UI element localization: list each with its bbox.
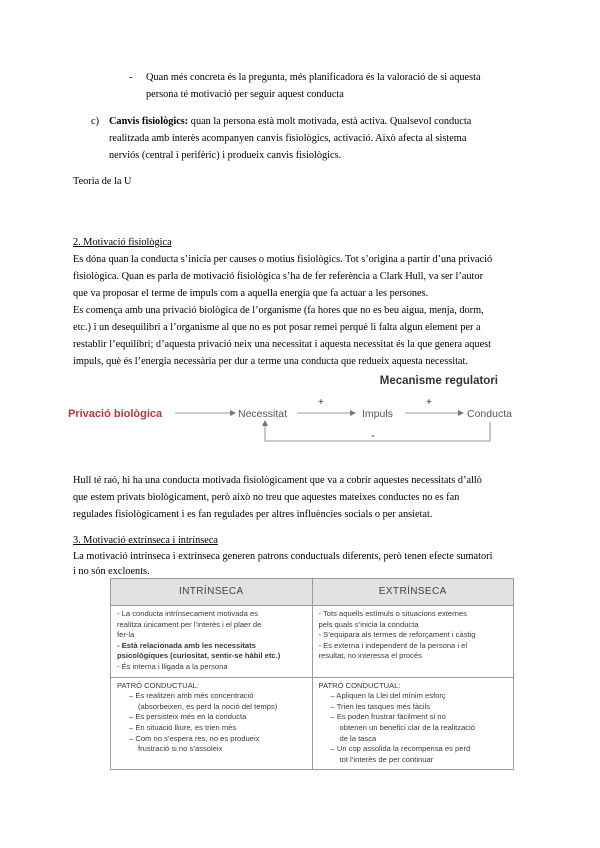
feedback-loop-line: [265, 422, 490, 441]
diagram-node-privacio: Privació biològica: [68, 408, 163, 420]
section-2-line: impuls, què és l’energia necessària per dur a terme una conducta que redueix aquesta necessitat.: [73, 356, 468, 367]
cell-line: fer-la: [117, 630, 135, 640]
table-cell: [111, 606, 313, 677]
arrow-1-head: [230, 410, 236, 416]
plus-sign-1: +: [318, 397, 324, 408]
item-c-text: quan la persona està molt motivada, està activa. Qualsevol conducta: [188, 116, 472, 127]
cell-line: psicològiques (curiositat, sentir-se hàbil etc.): [117, 651, 281, 661]
cell-title: PATRÓ CONDUCTUAL:: [318, 680, 401, 690]
cell-line: obtenen un benefici clar de la realització: [339, 722, 476, 732]
cell-line: – Com no s’espera res, no es produeix: [129, 733, 260, 743]
item-c-line: nerviós (central i perifèric) i produeix canvis fisiològics.: [109, 150, 342, 161]
bullet-text-line: Quan més concreta és la pregunta, més planificadora és la valoració de si aquesta: [146, 72, 481, 83]
cell-line: - És interna i lligada a la persona: [117, 661, 228, 671]
section-3-heading: 3. Motivació extrínseca i intrínseca: [73, 535, 218, 546]
header-extrinseca: EXTRÍNSECA: [378, 586, 447, 597]
arrow-3-head: [458, 410, 464, 416]
cell-line: – Es realitzen amb més concentració: [129, 691, 254, 701]
cell-line: – Apliquen la Llei del mínim esforç: [330, 691, 446, 701]
item-c-line: realitzada amb interès acompanyen canvis fisiològics, activació. Això afecta al sistema: [109, 133, 467, 144]
cell-line: pels quals s’inicia la conducta: [318, 619, 419, 629]
list-marker-c: c): [91, 116, 99, 127]
hull-line: que estem privats biològicament, però això no treu que aquestes mateixes conductes no es fan: [73, 492, 460, 503]
cell-line: – En situació lliure, es trien més: [129, 722, 237, 732]
section-2-heading: 2. Motivació fisiològica: [73, 237, 172, 248]
cell-line: - Tots aquells estímuls o situacions externes: [318, 609, 467, 618]
diagram-node-necessitat: Necessitat: [238, 408, 288, 420]
arrow-2-head: [350, 410, 356, 416]
teoria-label: Teoria de la U: [73, 176, 132, 187]
cell-line: (absorbeixen, es perd la noció del temps): [138, 701, 278, 711]
section-3-line: i no són excloents.: [73, 566, 150, 577]
section-2-line: Es comença amb una privació biològica de l’organisme (fa hores que no es beu aigua, menja, dorm,: [73, 305, 484, 316]
hull-line: Hull té raó, hi ha una conducta motivada fisiològicament que va a cobrir aquestes necessitats d’allò: [73, 475, 482, 486]
cell-line: – Trien les tasques més fàcils: [330, 701, 431, 711]
cell-line: de la tasca: [339, 733, 377, 743]
bullet-text-line: persona té motivació per seguir aquest conducta: [146, 89, 344, 100]
cell-title: PATRÓ CONDUCTUAL:: [117, 680, 199, 690]
hull-line: regulades fisiològicament i es fan regulades per altres influències socials o per ansietat.: [73, 509, 433, 520]
cell-line: - Està relacionada amb les necessitats: [117, 640, 256, 650]
cell-line: – Es poden frustrar fàcilment si no: [330, 712, 446, 722]
table-cell: [313, 606, 514, 677]
diagram-title: Mecanisme regulatori: [379, 375, 498, 387]
table-cell: [313, 678, 514, 770]
item-c-term: Canvis fisiològics:: [109, 116, 189, 127]
comparison-table: [110, 578, 514, 770]
section-2-line: restablir l’equilibri; d’aquesta privació neix una necessitat i aquesta necessitat és la que genera aquest: [73, 339, 492, 350]
cell-line: - Es externa i independent de la persona i el: [318, 640, 468, 650]
item-c-line: [109, 113, 471, 130]
section-2-line: fisiològica. Quan es parla de motivació fisiològica s’ha de fer referència a Clark Hull, va ser l’autor: [73, 271, 483, 282]
table-cell: [111, 678, 313, 770]
feedback-loop-head: [262, 420, 268, 426]
table-row: [111, 606, 513, 678]
diagram-node-impuls: Impuls: [362, 408, 393, 420]
table-header: [111, 579, 513, 606]
cell-line: - La conducta intrínsecament motivada es: [117, 609, 258, 618]
diagram-node-conducta: Conducta: [467, 408, 512, 420]
cell-line: – Un cop assolida la recompensa es perd: [330, 744, 471, 754]
regulatory-mechanism-diagram: [60, 368, 530, 448]
section-2-line: etc.) i un desequilibri a l’organisme al que no es pot posar remei perquè li falta algun element per a: [73, 322, 481, 333]
section-2-line: que va proposar el terme de impuls com a aquella energia que fa actuar a les persones.: [73, 288, 429, 299]
cell-line: – Es persisteix més en la conducta: [129, 712, 247, 722]
minus-sign: -: [371, 430, 375, 442]
cell-line: tot l’interès de per continuar: [339, 754, 434, 764]
cell-line: frustració si no s’assoleix: [138, 744, 223, 754]
section-2-line: Es dóna quan la conducta s’inicia per causes o motius fisiològics. Tot s’origina a partir d’una privació: [73, 254, 493, 265]
cell-line: resultat, no interessa el procés: [318, 651, 422, 661]
bullet-dash: -: [129, 72, 133, 83]
cell-line: - S’equipara als termes de reforçament i càstig: [318, 630, 476, 640]
header-intrinseca: INTRÍNSECA: [111, 579, 313, 605]
table-row: [111, 678, 513, 770]
section-3-line: La motivació intrínseca i extrínseca generen patrons conductuals diferents, però tenen efecte sumatori: [73, 551, 493, 562]
cell-line: realitza únicament per l’interès i el plaer de: [117, 619, 262, 629]
plus-sign-2: +: [426, 397, 432, 408]
